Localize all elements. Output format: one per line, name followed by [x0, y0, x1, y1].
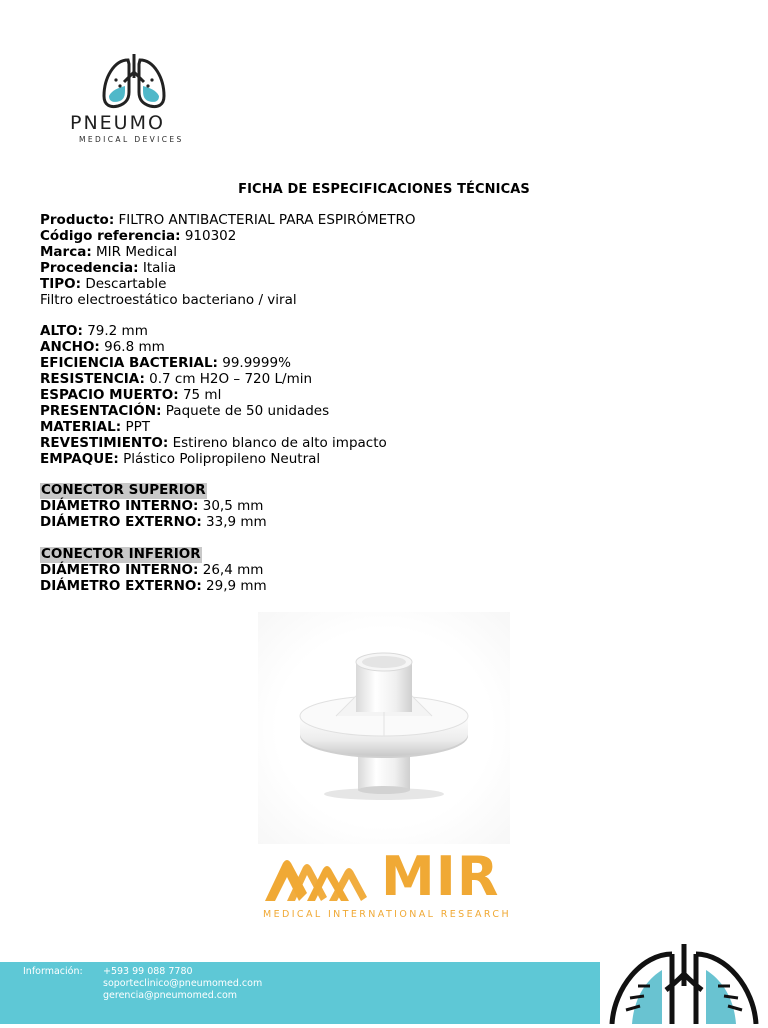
upper-outer-diameter: DIÁMETRO EXTERNO: 33,9 mm	[40, 514, 267, 531]
lungs-outline-icon	[606, 940, 762, 1024]
lungs-icon	[100, 52, 168, 110]
brand-tagline: MEDICAL DEVICES	[79, 135, 184, 144]
document-title: FICHA DE ESPECIFICACIONES TÉCNICAS	[238, 182, 530, 197]
spec-row-height: ALTO: 79.2 mm	[40, 323, 148, 340]
spec-row-coating: REVESTIMIENTO: Estireno blanco de alto impacto	[40, 434, 387, 451]
footer-label: Información:	[23, 966, 83, 977]
mir-name: MIR	[381, 845, 500, 908]
spec-row-dead-space: ESPACIO MUERTO: 75 ml	[40, 386, 222, 403]
lower-inner-diameter: DIÁMETRO INTERNO: 26,4 mm	[40, 561, 264, 578]
lower-outer-diameter: DIÁMETRO EXTERNO: 29,9 mm	[40, 577, 267, 594]
spec-row-packaging: EMPAQUE: Plástico Polipropileno Neutral	[40, 450, 321, 467]
corner-lungs-graphic	[606, 940, 762, 1028]
spec-row-type: TIPO: Descartable	[40, 275, 167, 292]
spec-row-efficiency: EFICIENCIA BACTERIAL: 99.9999%	[40, 355, 291, 372]
spec-row-width: ANCHO: 96.8 mm	[40, 339, 165, 356]
upper-connector-heading: CONECTOR SUPERIOR	[41, 482, 206, 499]
spec-description: Filtro electroestático bacteriano / viral	[40, 291, 297, 308]
spec-row-reference: Código referencia: 910302	[40, 227, 237, 244]
footer-contacts	[103, 966, 262, 1001]
footer-email-support[interactable]: soporteclinico@pneumomed.com	[103, 977, 263, 989]
spec-row-brand: Marca: MIR Medical	[40, 243, 178, 260]
spec-row-resistance: RESISTENCIA: 0.7 cm H2O – 720 L/min	[40, 371, 313, 388]
footer-bar	[0, 962, 600, 1024]
spec-row-presentation: PRESENTACIÓN: Paquete de 50 unidades	[40, 402, 330, 419]
brand-name: PNEUMO	[70, 112, 165, 134]
lower-connector-heading: CONECTOR INFERIOR	[41, 545, 201, 562]
spec-row-product: Producto: FILTRO ANTIBACTERIAL PARA ESPIRÓMETRO	[40, 212, 416, 228]
spec-row-origin: Procedencia: Italia	[40, 259, 177, 276]
footer-phone[interactable]: +593 99 088 7780	[103, 966, 193, 977]
upper-inner-diameter: DIÁMETRO INTERNO: 30,5 mm	[40, 498, 264, 515]
product-photo	[258, 612, 510, 844]
pneumo-logo	[70, 52, 200, 144]
filter-illustration	[258, 612, 510, 844]
spec-sheet	[40, 213, 415, 595]
mir-tagline: MEDICAL INTERNATIONAL RESEARCH	[263, 909, 511, 920]
footer-email-management[interactable]: gerencia@pneumomed.com	[103, 989, 238, 1001]
mir-logo	[263, 845, 513, 920]
spec-row-material: MATERIAL: PPT	[40, 418, 150, 435]
